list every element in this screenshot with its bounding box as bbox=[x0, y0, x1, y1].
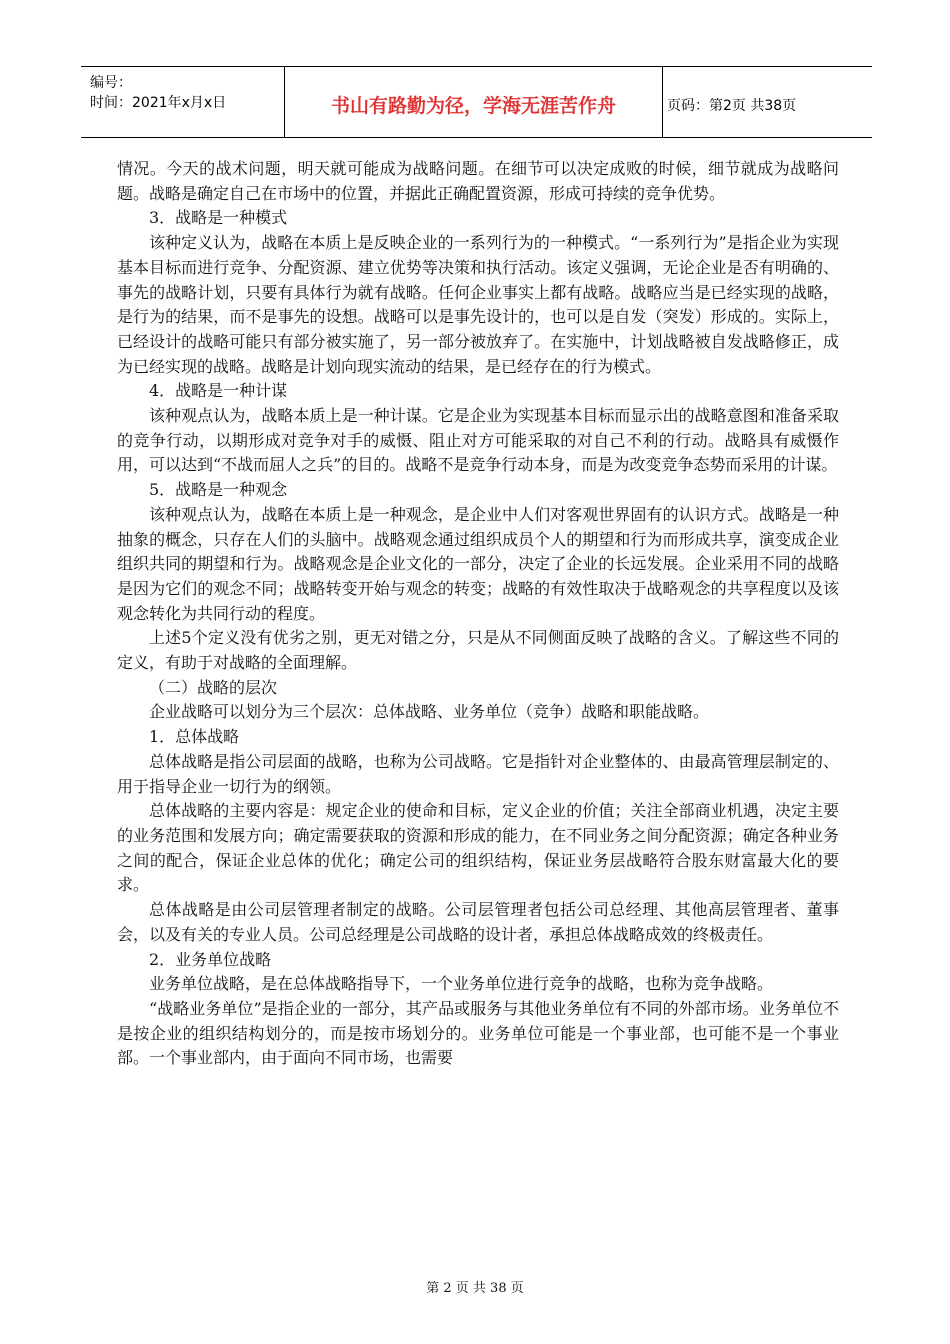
header-motto: 书山有路勤为径，学海无涯苦作舟 bbox=[330, 95, 616, 117]
header-table bbox=[81, 66, 872, 138]
body-paragraph: 1．总体战略 bbox=[149, 727, 240, 747]
body-paragraph: 该种观点认为，战略在本质上是一种观念，是企业中人们对客观世界固有的认识方式。战略是一种抽象的概念，只存在人们的头脑中。战略观念通过组织成员个人的期望和行为而形成共享，演变成企业组织共同的期望和行为。战略观念是企业文化的一部分，决定了企业的长远发展。企业采用不同的战略是因为它们的观念不同；战略转变开始与观念的转变；战略的有效性取决于战略观念的共享程度以及该观念转化为共同行动的程度。 bbox=[117, 504, 839, 623]
document-date-label: 时间：2021年x月x日 bbox=[90, 95, 227, 111]
document-body bbox=[117, 157, 839, 1071]
body-paragraph: 该种定义认为，战略在本质上是反映企业的一系列行为的一种模式。“一系列行为”是指企业为实现基本目标而进行竞争、分配资源、建立优势等决策和执行活动。该定义强调，无论企业是否有明确的、事先的战略计划，只要有具体行为就有战略。任何企业事实上都有战略。战略应当是已经实现的战略，是行为的结果，而不是事先的设想。战略可以是事先设计的，也可以是自发（突发）形成的。实际上，已经设计的战略可能只有部分被实施了，另一部分被放弃了。在实施中，计划战略被自发战略修正，成为已经实现的战略。战略是计划向现实流动的结果，是已经存在的行为模式。 bbox=[117, 233, 839, 376]
body-paragraph: 该种观点认为，战略本质上是一种计谋。它是企业为实现基本目标而显示出的战略意图和准备采取的竞争行动，以期形成对竞争对手的威慑、阻止对方可能采取的对自己不利的行动。战略具有威慑作用，可以达到“不战而屈人之兵”的目的。战略不是竞争行动本身，而是为改变竞争态势而采用的计谋。 bbox=[117, 406, 839, 475]
body-paragraph: 2．业务单位战略 bbox=[149, 949, 272, 969]
body-paragraph: 情况。今天的战术问题，明天就可能成为战略问题。在细节可以决定成败的时候，细节就成为战略问题。战略是确定自己在市场中的位置，并据此正确配置资源，形成可持续的竞争优势。 bbox=[117, 159, 839, 203]
header-page-info: 页码：第2页 共38页 bbox=[667, 98, 797, 114]
header-page-cell bbox=[663, 67, 872, 137]
document-number-label: 编号： bbox=[90, 75, 132, 91]
body-paragraph: 企业战略可以划分为三个层次：总体战略、业务单位（竞争）战略和职能战略。 bbox=[149, 702, 710, 722]
body-paragraph: 3．战略是一种模式 bbox=[149, 208, 288, 228]
body-paragraph: “战略业务单位”是指企业的一部分，其产品或服务与其他业务单位有不同的外部市场。业务单位不是按企业的组织结构划分的，而是按市场划分的。业务单位可能是一个事业部，也可能不是一个事业部。一个事业部内，由于面向不同市场，也需要 bbox=[117, 998, 839, 1068]
body-paragraph: 总体战略是由公司层管理者制定的战略。公司层管理者包括公司总经理、其他高层管理者、董事会，以及有关的专业人员。公司总经理是公司战略的设计者，承担总体战略成效的终极责任。 bbox=[117, 900, 839, 944]
body-paragraph: 总体战略是指公司层面的战略，也称为公司战略。它是指针对企业整体的、由最高管理层制定的、用于指导企业一切行为的纲领。 bbox=[117, 751, 839, 796]
body-paragraph: 总体战略的主要内容是：规定企业的使命和目标，定义企业的价值；关注全部商业机遇，决定主要的业务范围和发展方向；确定需要获取的资源和形成的能力，在不同业务之间分配资源；确定各种业务之间的配合，保证企业总体的优化；确定公司的组织结构，保证业务层战略符合股东财富最大化的要求。 bbox=[117, 801, 839, 895]
body-paragraph: 5．战略是一种观念 bbox=[149, 480, 288, 500]
header-motto-cell bbox=[285, 67, 663, 137]
body-paragraph: 4．战略是一种计谋 bbox=[149, 381, 288, 401]
body-paragraph: 上述5个定义没有优劣之别，更无对错之分，只是从不同侧面反映了战略的含义。了解这些不同的定义，有助于对战略的全面理解。 bbox=[117, 628, 839, 673]
body-paragraph: （二）战略的层次 bbox=[149, 677, 278, 697]
page-footer: 第 2 页 共 38 页 bbox=[426, 1281, 524, 1296]
header-meta-cell bbox=[81, 67, 285, 137]
body-paragraph: 业务单位战略，是在总体战略指导下，一个业务单位进行竞争的战略，也称为竞争战略。 bbox=[149, 974, 774, 994]
